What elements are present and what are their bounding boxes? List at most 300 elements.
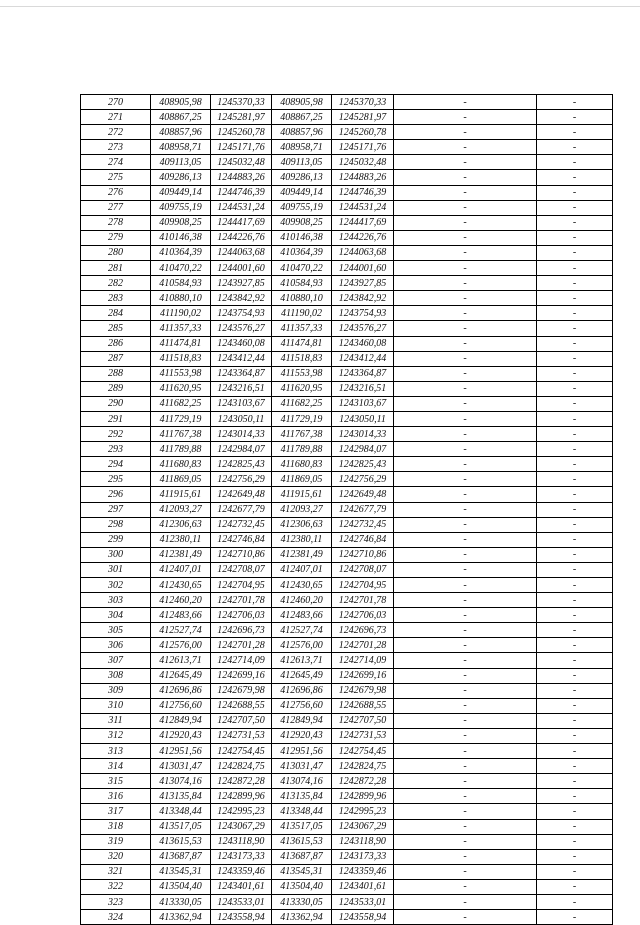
dash-cell: - <box>537 713 613 728</box>
x-coordinate-cell: 413615,53 <box>272 834 332 849</box>
y-coordinate-cell: 1244531,24 <box>211 200 272 215</box>
dash-cell: - <box>537 562 613 577</box>
table-row <box>81 774 613 789</box>
table-row <box>81 442 613 457</box>
dash-cell: - <box>537 578 613 593</box>
y-coordinate-cell: 1242701,78 <box>332 593 394 608</box>
x-coordinate-cell: 409113,05 <box>151 155 211 170</box>
dash-cell: - <box>394 215 537 230</box>
x-coordinate-cell: 411553,98 <box>151 366 211 381</box>
dash-cell: - <box>394 366 537 381</box>
x-coordinate-cell: 413031,47 <box>272 759 332 774</box>
dash-cell: - <box>394 849 537 864</box>
y-coordinate-cell: 1242706,03 <box>332 608 394 623</box>
dash-cell: - <box>537 291 613 306</box>
dash-cell: - <box>394 789 537 804</box>
x-coordinate-cell: 409449,14 <box>151 185 211 200</box>
dash-cell: - <box>537 427 613 442</box>
dash-cell: - <box>394 291 537 306</box>
dash-cell: - <box>394 744 537 759</box>
x-coordinate-cell: 412645,49 <box>272 668 332 683</box>
dash-cell: - <box>537 532 613 547</box>
point-number-cell: 281 <box>81 261 151 276</box>
dash-cell: - <box>537 366 613 381</box>
y-coordinate-cell: 1242825,43 <box>211 457 272 472</box>
table-row <box>81 744 613 759</box>
y-coordinate-cell: 1242699,16 <box>332 668 394 683</box>
dash-cell: - <box>394 623 537 638</box>
x-coordinate-cell: 412380,11 <box>151 532 211 547</box>
dash-cell: - <box>537 653 613 668</box>
y-coordinate-cell: 1242679,98 <box>211 683 272 698</box>
dash-cell: - <box>537 593 613 608</box>
x-coordinate-cell: 412920,43 <box>272 728 332 743</box>
x-coordinate-cell: 412527,74 <box>151 623 211 638</box>
point-number-cell: 272 <box>81 125 151 140</box>
dash-cell: - <box>394 698 537 713</box>
table-row <box>81 623 613 638</box>
x-coordinate-cell: 412849,94 <box>272 713 332 728</box>
x-coordinate-cell: 413362,94 <box>151 910 211 925</box>
y-coordinate-cell: 1245171,76 <box>211 140 272 155</box>
dash-cell: - <box>537 457 613 472</box>
y-coordinate-cell: 1243412,44 <box>211 351 272 366</box>
x-coordinate-cell: 411518,83 <box>151 351 211 366</box>
point-number-cell: 319 <box>81 834 151 849</box>
y-coordinate-cell: 1243842,92 <box>211 291 272 306</box>
x-coordinate-cell: 413031,47 <box>151 759 211 774</box>
dash-cell: - <box>537 200 613 215</box>
point-number-cell: 297 <box>81 502 151 517</box>
table-row <box>81 593 613 608</box>
table-row <box>81 472 613 487</box>
x-coordinate-cell: 412756,60 <box>272 698 332 713</box>
dash-cell: - <box>537 774 613 789</box>
y-coordinate-cell: 1242699,16 <box>211 668 272 683</box>
y-coordinate-cell: 1243842,92 <box>332 291 394 306</box>
dash-cell: - <box>394 864 537 879</box>
dash-cell: - <box>537 668 613 683</box>
y-coordinate-cell: 1243576,27 <box>211 321 272 336</box>
y-coordinate-cell: 1242704,95 <box>211 578 272 593</box>
point-number-cell: 316 <box>81 789 151 804</box>
y-coordinate-cell: 1242701,78 <box>211 593 272 608</box>
y-coordinate-cell: 1244063,68 <box>332 245 394 260</box>
table-row <box>81 110 613 125</box>
y-coordinate-cell: 1244417,69 <box>211 215 272 230</box>
x-coordinate-cell: 412093,27 <box>151 502 211 517</box>
y-coordinate-cell: 1243014,33 <box>332 427 394 442</box>
point-number-cell: 277 <box>81 200 151 215</box>
dash-cell: - <box>394 638 537 653</box>
point-number-cell: 292 <box>81 427 151 442</box>
y-coordinate-cell: 1242824,75 <box>211 759 272 774</box>
dash-cell: - <box>394 683 537 698</box>
y-coordinate-cell: 1242984,07 <box>211 442 272 457</box>
dash-cell: - <box>537 336 613 351</box>
table-row <box>81 487 613 502</box>
dash-cell: - <box>394 457 537 472</box>
x-coordinate-cell: 411915,61 <box>272 487 332 502</box>
x-coordinate-cell: 412576,00 <box>151 638 211 653</box>
x-coordinate-cell: 408857,96 <box>272 125 332 140</box>
point-number-cell: 285 <box>81 321 151 336</box>
dash-cell: - <box>537 321 613 336</box>
point-number-cell: 273 <box>81 140 151 155</box>
x-coordinate-cell: 408958,71 <box>151 140 211 155</box>
x-coordinate-cell: 412407,01 <box>151 562 211 577</box>
point-number-cell: 323 <box>81 894 151 909</box>
point-number-cell: 310 <box>81 698 151 713</box>
y-coordinate-cell: 1242756,29 <box>211 472 272 487</box>
x-coordinate-cell: 409908,25 <box>272 215 332 230</box>
x-coordinate-cell: 410470,22 <box>151 261 211 276</box>
x-coordinate-cell: 413362,94 <box>272 910 332 925</box>
x-coordinate-cell: 413687,87 <box>272 849 332 864</box>
dash-cell: - <box>394 155 537 170</box>
table-row <box>81 668 613 683</box>
y-coordinate-cell: 1242872,28 <box>211 774 272 789</box>
point-number-cell: 321 <box>81 864 151 879</box>
x-coordinate-cell: 412483,66 <box>272 608 332 623</box>
x-coordinate-cell: 412696,86 <box>151 683 211 698</box>
x-coordinate-cell: 411357,33 <box>272 321 332 336</box>
x-coordinate-cell: 409286,13 <box>151 170 211 185</box>
y-coordinate-cell: 1242746,84 <box>332 532 394 547</box>
point-number-cell: 270 <box>81 95 151 110</box>
y-coordinate-cell: 1245260,78 <box>211 125 272 140</box>
table-row <box>81 562 613 577</box>
y-coordinate-cell: 1243103,67 <box>211 396 272 411</box>
x-coordinate-cell: 411518,83 <box>272 351 332 366</box>
dash-cell: - <box>537 834 613 849</box>
y-coordinate-cell: 1244531,24 <box>332 200 394 215</box>
y-coordinate-cell: 1243364,87 <box>332 366 394 381</box>
x-coordinate-cell: 412381,49 <box>151 547 211 562</box>
x-coordinate-cell: 411190,02 <box>272 306 332 321</box>
table-row <box>81 411 613 426</box>
point-number-cell: 291 <box>81 411 151 426</box>
dash-cell: - <box>537 744 613 759</box>
point-number-cell: 314 <box>81 759 151 774</box>
y-coordinate-cell: 1243754,93 <box>211 306 272 321</box>
dash-cell: - <box>537 864 613 879</box>
y-coordinate-cell: 1242708,07 <box>332 562 394 577</box>
dash-cell: - <box>394 95 537 110</box>
dash-cell: - <box>537 683 613 698</box>
x-coordinate-cell: 411190,02 <box>151 306 211 321</box>
point-number-cell: 308 <box>81 668 151 683</box>
table-row <box>81 819 613 834</box>
y-coordinate-cell: 1243927,85 <box>332 276 394 291</box>
y-coordinate-cell: 1245370,33 <box>211 95 272 110</box>
x-coordinate-cell: 411357,33 <box>151 321 211 336</box>
dash-cell: - <box>394 200 537 215</box>
y-coordinate-cell: 1245032,48 <box>211 155 272 170</box>
x-coordinate-cell: 412380,11 <box>272 532 332 547</box>
table-row <box>81 547 613 562</box>
y-coordinate-cell: 1242710,86 <box>332 547 394 562</box>
x-coordinate-cell: 411680,83 <box>272 457 332 472</box>
dash-cell: - <box>537 894 613 909</box>
table-row <box>81 517 613 532</box>
x-coordinate-cell: 412696,86 <box>272 683 332 698</box>
table-row <box>81 608 613 623</box>
y-coordinate-cell: 1244746,39 <box>211 185 272 200</box>
table-row <box>81 245 613 260</box>
x-coordinate-cell: 413687,87 <box>151 849 211 864</box>
x-coordinate-cell: 412951,56 <box>272 744 332 759</box>
table-row <box>81 834 613 849</box>
y-coordinate-cell: 1244883,26 <box>332 170 394 185</box>
table-row <box>81 276 613 291</box>
x-coordinate-cell: 412576,00 <box>272 638 332 653</box>
point-number-cell: 300 <box>81 547 151 562</box>
table-row <box>81 894 613 909</box>
y-coordinate-cell: 1243401,61 <box>332 879 394 894</box>
y-coordinate-cell: 1243576,27 <box>332 321 394 336</box>
dash-cell: - <box>394 276 537 291</box>
table-row <box>81 366 613 381</box>
dash-cell: - <box>394 230 537 245</box>
dash-cell: - <box>394 487 537 502</box>
table-row <box>81 321 613 336</box>
point-number-cell: 271 <box>81 110 151 125</box>
dash-cell: - <box>537 245 613 260</box>
point-number-cell: 295 <box>81 472 151 487</box>
point-number-cell: 298 <box>81 517 151 532</box>
x-coordinate-cell: 411729,19 <box>272 411 332 426</box>
y-coordinate-cell: 1243558,94 <box>211 910 272 925</box>
table-row <box>81 140 613 155</box>
table-row <box>81 532 613 547</box>
table-row <box>81 427 613 442</box>
y-coordinate-cell: 1244883,26 <box>211 170 272 185</box>
point-number-cell: 301 <box>81 562 151 577</box>
table-row <box>81 578 613 593</box>
dash-cell: - <box>394 336 537 351</box>
x-coordinate-cell: 410364,39 <box>151 245 211 260</box>
y-coordinate-cell: 1245281,97 <box>211 110 272 125</box>
y-coordinate-cell: 1244226,76 <box>211 230 272 245</box>
y-coordinate-cell: 1242756,29 <box>332 472 394 487</box>
dash-cell: - <box>394 608 537 623</box>
y-coordinate-cell: 1243050,11 <box>211 411 272 426</box>
dash-cell: - <box>537 849 613 864</box>
x-coordinate-cell: 409755,19 <box>151 200 211 215</box>
x-coordinate-cell: 410470,22 <box>272 261 332 276</box>
point-number-cell: 324 <box>81 910 151 925</box>
table-row <box>81 683 613 698</box>
dash-cell: - <box>394 879 537 894</box>
x-coordinate-cell: 413348,44 <box>272 804 332 819</box>
table-row <box>81 804 613 819</box>
x-coordinate-cell: 413545,31 <box>272 864 332 879</box>
x-coordinate-cell: 412756,60 <box>151 698 211 713</box>
dash-cell: - <box>537 819 613 834</box>
dash-cell: - <box>394 351 537 366</box>
dash-cell: - <box>394 125 537 140</box>
dash-cell: - <box>394 547 537 562</box>
table-row <box>81 200 613 215</box>
x-coordinate-cell: 410146,38 <box>151 230 211 245</box>
y-coordinate-cell: 1243533,01 <box>332 894 394 909</box>
y-coordinate-cell: 1243364,87 <box>211 366 272 381</box>
table-row <box>81 713 613 728</box>
x-coordinate-cell: 413504,40 <box>272 879 332 894</box>
dash-cell: - <box>394 713 537 728</box>
point-number-cell: 320 <box>81 849 151 864</box>
dash-cell: - <box>537 230 613 245</box>
table-row <box>81 291 613 306</box>
y-coordinate-cell: 1243050,11 <box>332 411 394 426</box>
dash-cell: - <box>394 411 537 426</box>
y-coordinate-cell: 1242899,96 <box>332 789 394 804</box>
x-coordinate-cell: 411729,19 <box>151 411 211 426</box>
dash-cell: - <box>394 261 537 276</box>
dash-cell: - <box>394 140 537 155</box>
dash-cell: - <box>394 668 537 683</box>
dash-cell: - <box>537 517 613 532</box>
dash-cell: - <box>394 894 537 909</box>
dash-cell: - <box>537 215 613 230</box>
x-coordinate-cell: 408905,98 <box>151 95 211 110</box>
x-coordinate-cell: 411474,81 <box>272 336 332 351</box>
y-coordinate-cell: 1242696,73 <box>332 623 394 638</box>
x-coordinate-cell: 409755,19 <box>272 200 332 215</box>
y-coordinate-cell: 1243014,33 <box>211 427 272 442</box>
table-row <box>81 728 613 743</box>
x-coordinate-cell: 413517,05 <box>151 819 211 834</box>
point-number-cell: 283 <box>81 291 151 306</box>
dash-cell: - <box>537 728 613 743</box>
y-coordinate-cell: 1244417,69 <box>332 215 394 230</box>
dash-cell: - <box>394 774 537 789</box>
dash-cell: - <box>537 789 613 804</box>
y-coordinate-cell: 1242731,53 <box>211 728 272 743</box>
y-coordinate-cell: 1245171,76 <box>332 140 394 155</box>
y-coordinate-cell: 1243216,51 <box>211 381 272 396</box>
x-coordinate-cell: 411789,88 <box>151 442 211 457</box>
y-coordinate-cell: 1243118,90 <box>211 834 272 849</box>
x-coordinate-cell: 410880,10 <box>151 291 211 306</box>
dash-cell: - <box>537 623 613 638</box>
point-number-cell: 317 <box>81 804 151 819</box>
dash-cell: - <box>537 804 613 819</box>
y-coordinate-cell: 1243460,08 <box>211 336 272 351</box>
dash-cell: - <box>537 110 613 125</box>
table-row <box>81 230 613 245</box>
y-coordinate-cell: 1242677,79 <box>211 502 272 517</box>
y-coordinate-cell: 1242732,45 <box>211 517 272 532</box>
dash-cell: - <box>394 427 537 442</box>
dash-cell: - <box>537 547 613 562</box>
point-number-cell: 296 <box>81 487 151 502</box>
dash-cell: - <box>394 185 537 200</box>
x-coordinate-cell: 413330,05 <box>151 894 211 909</box>
x-coordinate-cell: 412306,63 <box>151 517 211 532</box>
y-coordinate-cell: 1242688,55 <box>211 698 272 713</box>
x-coordinate-cell: 411915,61 <box>151 487 211 502</box>
dash-cell: - <box>394 532 537 547</box>
x-coordinate-cell: 411869,05 <box>151 472 211 487</box>
dash-cell: - <box>537 351 613 366</box>
table-row <box>81 457 613 472</box>
dash-cell: - <box>537 487 613 502</box>
table-row <box>81 789 613 804</box>
coordinates-table-body <box>81 95 613 925</box>
x-coordinate-cell: 413615,53 <box>151 834 211 849</box>
y-coordinate-cell: 1242732,45 <box>332 517 394 532</box>
table-row <box>81 95 613 110</box>
x-coordinate-cell: 412460,20 <box>151 593 211 608</box>
point-number-cell: 309 <box>81 683 151 698</box>
point-number-cell: 313 <box>81 744 151 759</box>
y-coordinate-cell: 1242746,84 <box>211 532 272 547</box>
table-row <box>81 351 613 366</box>
dash-cell: - <box>394 834 537 849</box>
point-number-cell: 302 <box>81 578 151 593</box>
dash-cell: - <box>537 910 613 925</box>
dash-cell: - <box>537 638 613 653</box>
dash-cell: - <box>394 517 537 532</box>
x-coordinate-cell: 412951,56 <box>151 744 211 759</box>
x-coordinate-cell: 412613,71 <box>151 653 211 668</box>
x-coordinate-cell: 411789,88 <box>272 442 332 457</box>
dash-cell: - <box>394 170 537 185</box>
x-coordinate-cell: 410584,93 <box>151 276 211 291</box>
point-number-cell: 299 <box>81 532 151 547</box>
point-number-cell: 318 <box>81 819 151 834</box>
x-coordinate-cell: 412645,49 <box>151 668 211 683</box>
point-number-cell: 305 <box>81 623 151 638</box>
y-coordinate-cell: 1242707,50 <box>332 713 394 728</box>
x-coordinate-cell: 411620,95 <box>151 381 211 396</box>
x-coordinate-cell: 412849,94 <box>151 713 211 728</box>
dash-cell: - <box>394 502 537 517</box>
point-number-cell: 278 <box>81 215 151 230</box>
point-number-cell: 290 <box>81 396 151 411</box>
dash-cell: - <box>394 306 537 321</box>
dash-cell: - <box>394 381 537 396</box>
table-row <box>81 170 613 185</box>
y-coordinate-cell: 1242688,55 <box>332 698 394 713</box>
y-coordinate-cell: 1244226,76 <box>332 230 394 245</box>
table-row <box>81 261 613 276</box>
dash-cell: - <box>537 396 613 411</box>
y-coordinate-cell: 1242707,50 <box>211 713 272 728</box>
dash-cell: - <box>394 804 537 819</box>
x-coordinate-cell: 411474,81 <box>151 336 211 351</box>
point-number-cell: 276 <box>81 185 151 200</box>
dash-cell: - <box>394 442 537 457</box>
x-coordinate-cell: 412306,63 <box>272 517 332 532</box>
x-coordinate-cell: 412920,43 <box>151 728 211 743</box>
y-coordinate-cell: 1243067,29 <box>332 819 394 834</box>
dash-cell: - <box>394 593 537 608</box>
x-coordinate-cell: 412527,74 <box>272 623 332 638</box>
table-row <box>81 759 613 774</box>
point-number-cell: 322 <box>81 879 151 894</box>
x-coordinate-cell: 409286,13 <box>272 170 332 185</box>
point-number-cell: 312 <box>81 728 151 743</box>
y-coordinate-cell: 1244001,60 <box>211 261 272 276</box>
x-coordinate-cell: 412430,65 <box>151 578 211 593</box>
x-coordinate-cell: 413517,05 <box>272 819 332 834</box>
dash-cell: - <box>537 261 613 276</box>
x-coordinate-cell: 412430,65 <box>272 578 332 593</box>
table-row <box>81 502 613 517</box>
